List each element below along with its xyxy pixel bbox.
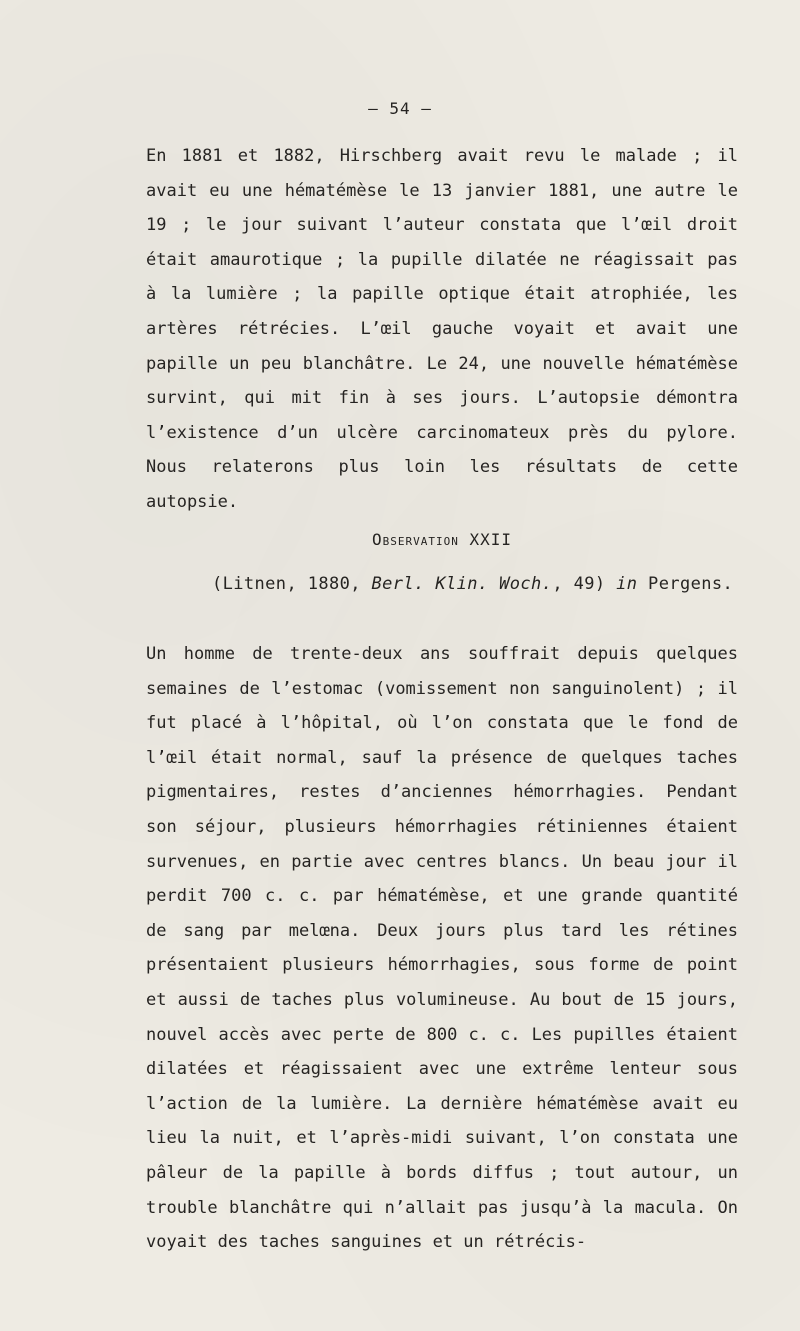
paragraph-text: Un homme de trente-deux ans souffrait depuis quelques semaines de l’estomac (vomissement non sanguinolent) ; il fut placé à l’hôpital, où l’on constata que le fond de l’œil était normal, sauf la présence de quelques taches pigmentaires, restes d’anciennes hémorrhagies. Pendant son séjour, plusieurs hémorrhagies rétiniennes étaient survenues, en partie avec centres blancs. Un beau jour il perdit 700 c. c. par hématémèse, et une grande quantité de sang par melœna. Deux jours plus tard les rétines présentaient plusieurs hémorrhagies, sous forme de point et aussi de taches plus volumineuse. Au bout de 15 jours, nouvel accès avec perte de 800 c. c. Les pupilles étaient dilatées et réagissaient avec une extrême lenteur sous l’action de la lumière. La dernière hématémèse avait eu lieu la nuit, et l’après-midi suivant, l’on constata une pâleur de la papille à bords diffus ; tout autour, un trouble blanchâtre qui n’allait pas jusqu’à la macula. On voyait des taches sanguines et un rétrécis- xyxy=(146,644,738,1253)
citation-open: (Litnen, 1880, xyxy=(212,574,372,594)
observation-citation xyxy=(212,574,772,594)
citation-journal: Berl. Klin. Woch. xyxy=(371,574,553,594)
page-number: — 54 — xyxy=(368,99,432,118)
citation-in: in xyxy=(616,574,638,594)
citation-close: Pergens. xyxy=(637,574,734,594)
observation-heading: Observation XXII xyxy=(371,530,513,549)
citation-middle: , 49) xyxy=(552,574,617,594)
paragraph-observation-xxii xyxy=(146,637,738,1260)
paragraph-hirschberg xyxy=(146,139,738,520)
paragraph-text: En 1881 et 1882, Hirschberg avait revu le malade ; il avait eu une hématémèse le 13 janvier 1881, une autre le 19 ; le jour suivant l’auteur constata que l’œil droit était amaurotique ; la pupille dilatée ne réagissait pas à la lumière ; la papille optique était atrophiée, les artères rétrécies. L’œil gauche voyait et avait une papille un peu blanchâtre. Le 24, une nouvelle hématémèse survint, qui mit fin à ses jours. L’autopsie démontra l’existence d’un ulcère carcinomateux près du pylore. Nous relaterons plus loin les résultats de cette autopsie. xyxy=(146,146,738,512)
